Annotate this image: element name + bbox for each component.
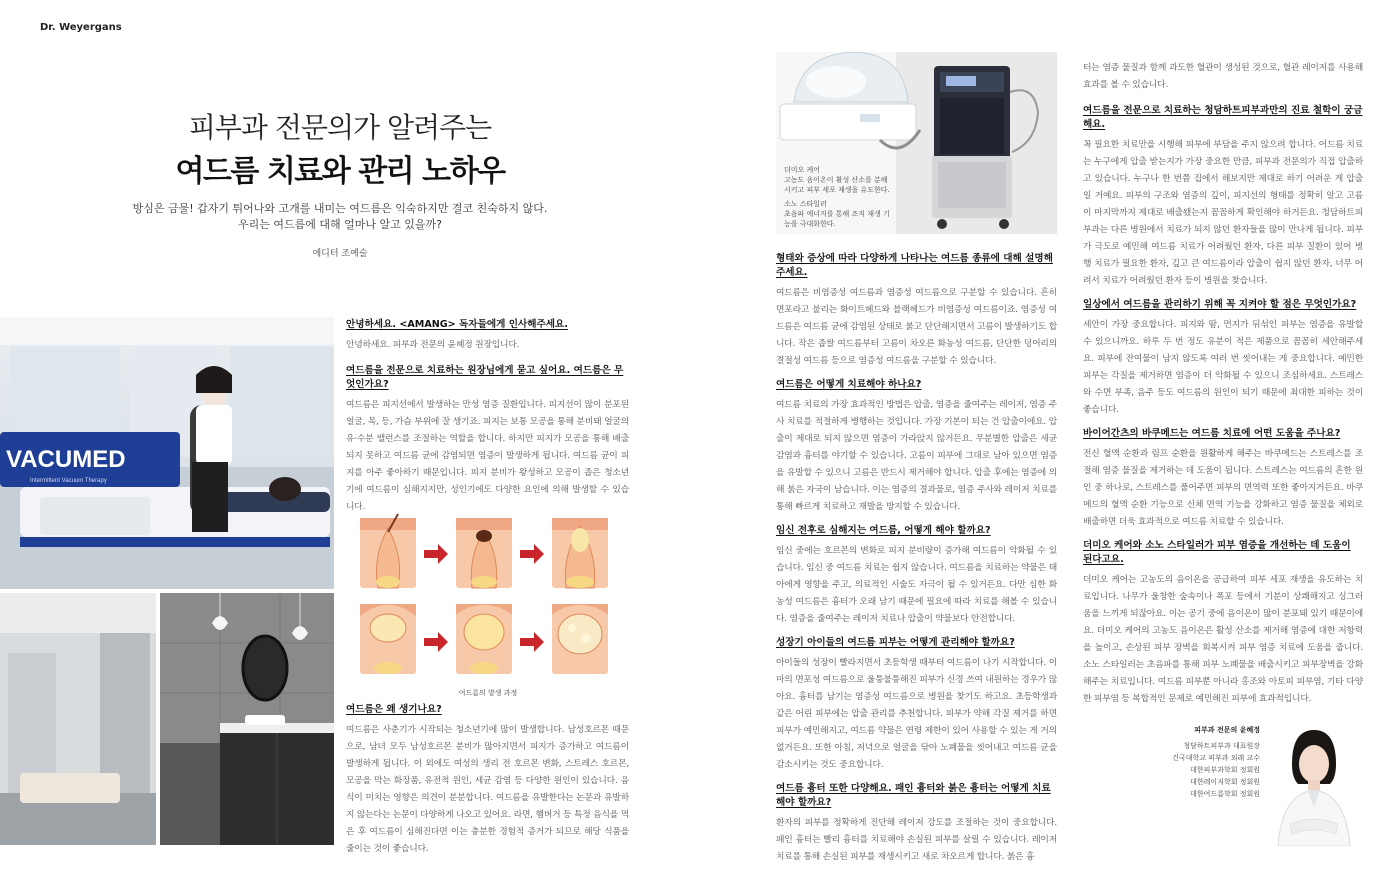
stage-6 (552, 604, 608, 674)
doctor-profile (1120, 724, 1260, 800)
qa-column-2 (776, 252, 1057, 866)
qa-pregnancy (776, 524, 1057, 628)
answer-treatment: 여드름 치료의 가장 효과적인 방법은 압출, 염증을 줄여주는 레이저, 염증 주사 치료를 적절하게 병행하는 것입니다. 가장 기본이 되는 건 압출이에요. 압출이 제대로 되지 않으면 염증이 가라앉지 않거든요. 무분별한 압출은 세균 감염과 흉터를 야기할 수 있습니다. 고름이 피부에 그대로 남아 있으면 염증을 유발할 수 있으니 고름은 반드시 제거해야 합니다. 압출 후에는 염증에 의해 붉은 자국이 남습니다. 이는 염증의 결과물로, 염증 주사와 레이저 치료를 통해 빠르게 치료하고 재발을 방지할 수 있습니다. (776, 400, 1057, 512)
doctor-credential-3: 대한피부과학회 정회원 (1190, 766, 1260, 774)
answer-dermio-sono: 더미오 케어는 고농도의 음이온을 공급하여 피부 세포 재생을 유도하는 치료입니다. 나무가 울창한 숲속이나 폭포 등에서 기분이 상쾌해지고 싱그러움을 느끼게 되잖아요. 이는 공기 중에 음이온이 많이 분포돼 있기 때문이에요. 더미오 케어의 고농도 음이온은 활성 산소를 제거해 염증에 대한 저항력을 높이고, 손상된 피부 장벽을 회복시켜 피부 염증 치료에 도움을 줍니다. 소노 스타일러는 초음파를 통해 피부 노폐물을 배출시키고 피부장벽을 강화해주는 치료입니다. 여드름 피부뿐 아니라 홍조와 아토피 피부염, 기타 다양한 피부염 등 복합적인 문제로 예민해진 피부에 효과적입니다. (1083, 575, 1363, 704)
qa-why-acne (346, 703, 629, 858)
doctor-credential-1: 청담하트피부과 대표원장 (1183, 742, 1260, 750)
qa-vacumed (1083, 427, 1363, 531)
question-why-acne: 여드름은 왜 생기나요? (346, 704, 442, 715)
question-dermio-sono: 더미오 케어와 소노 스타일러가 피부 염증을 개선하는 데 도움이 된다고요. (1083, 540, 1351, 565)
qa-column-1 (346, 318, 629, 516)
editor-credit: 에디터 조예슬 (312, 249, 368, 259)
answer-daily-care: 세안이 가장 중요합니다. 피지와 땀, 먼지가 뒤섞인 피부는 염증을 유발할 수 있으니까요. 하루 두 번 정도 유분이 적은 제품으로 꼼꼼히 세안해주세요. 피부에 잔여물이 남지 않도록 여러 번 씻어내는 게 중요합니다. 예민한 피부는 각질을 제거하면 염증이 더 악화될 수 있으니 조심하세요. 스트레스와 수면 부족, 음주 등도 여드름의 원인이 되기 때문에 최대한 피하는 것이 좋습니다. (1083, 320, 1363, 415)
doctor-credential-4: 대한레이저학회 정회원 (1190, 778, 1260, 786)
vanity-room-photo (160, 593, 334, 845)
qa-what-is-acne (346, 364, 629, 516)
answer-clinic-philosophy: 꼭 필요한 치료만을 시행해 피부에 부담을 주지 않으려 합니다. 어드름 치료는 누구에게 압출 받는지가 가장 중요한 만큼, 피부과 전문의가 직접 압출하고 있습니다. 누구나 한 번쯤 집에서 해보지만 제대로 하기 어려운 게 압출일 거예요. 피부의 구조와 염증의 깊이, 피지선의 형태를 정확히 알고 고름이 마지막까지 제대로 배출됐는지 꼼꼼하게 확인해야 하거든요. 청담하트피부과는 다른 병원에서 치료가 되지 않던 환자들을 많이 만나게 됩니다. 피부가 극도로 예민해 여드름 치료가 어려웠던 환자, 다른 피부 질환이 있어 병행 치료가 필요한 환자, 깊고 큰 여드름이라 압출이 쉽지 않던 환자, 너무 어려서 치료가 어려웠던 환자 등이 병원을 찾습니다. (1083, 140, 1363, 286)
lead-line1: 방심은 금물! 갑자기 튀어나와 고개를 내미는 여드름은 익숙하지만 결코 친숙하지 않다. (132, 202, 548, 215)
question-daily-care: 일상에서 여드름을 관리하기 위해 꼭 지켜야 할 점은 무엇인가요? (1083, 299, 1357, 310)
qa-greeting (346, 318, 629, 354)
stage-1 (360, 514, 416, 588)
answer-why-acne: 여드름은 사춘기가 시작되는 청소년기에 많이 발생합니다. 남성호르몬 때문으로, 남녀 모두 남성호르몬 분비가 많아지면서 피지가 증가하고 여드름이 발생하게 됩니다. 이 외에도 여성의 생리 전 호르몬 변화, 스트레스 호르몬, 모공을 막는 화장품, 유전적 원인, 세균 감염 등 다양한 원인이 있습니다. 음식이 미치는 영향은 의견이 분분합니다. 여드름을 유발한다는 논문과 유발하지 않는다는 논문이 다양하게 나오고 있어요. 라면, 햄버거 등 특정 음식을 먹은 후 여드름이 심해진다면 이는 충분한 경험적 증거가 되므로 해당 식품을 줄이는 것이 좋습니다. (346, 725, 629, 854)
qa-daily-care (1083, 298, 1363, 419)
doctor-credential-2: 건국대학교 피부과 외래 교수 (1172, 754, 1260, 762)
qa-column-3 (1083, 60, 1363, 708)
doctor-credential-5: 대한여드름학회 정회원 (1190, 790, 1260, 798)
stage-2 (456, 518, 512, 588)
vacumed-subtitle: Intermittent Vacuum Therapy (30, 478, 107, 484)
qa-children (776, 636, 1057, 774)
question-greeting: 안녕하세요. <AMANG> 독자들에게 인사해주세요. (346, 319, 568, 330)
device-caption (784, 165, 904, 229)
question-scars: 여드름 흉터 또한 다양해요. 패인 흉터와 붉은 흉터는 어떻게 치료해야 할까요? (776, 783, 1051, 808)
treatment-room-photo (0, 317, 334, 589)
question-vacumed: 바이어간츠의 바쿠메드는 여드름 치료에 어떤 도움을 주나요? (1083, 428, 1341, 439)
doctor-portrait (1268, 724, 1358, 846)
qa-treatment (776, 378, 1057, 516)
qa-dermio-sono (1083, 539, 1363, 708)
acne-stages-illustration (356, 510, 620, 680)
acne-formation-diagram (356, 510, 620, 695)
bathroom-photo (0, 593, 156, 845)
question-pregnancy: 임신 전후로 심해지는 여드름, 어떻게 해야 할까요? (776, 525, 991, 536)
question-what-is-acne: 여드름을 전문으로 치료하는 원장님에게 묻고 싶어요. 여드름은 무엇인가요? (346, 365, 624, 390)
vanity-illustration (160, 593, 334, 845)
arrow-2 (520, 544, 544, 564)
scars-answer-continued: 터는 염증 물질과 함께 과도한 혈관이 생성된 것으로, 혈관 레이저를 사용해 효과를 볼 수 있습니다. (1083, 63, 1363, 90)
headline-line1: 피부과 전문의가 알려주는 (188, 111, 492, 144)
qa-scars (776, 782, 1057, 866)
vacumed-logo: VACUMED (6, 446, 126, 473)
question-clinic-philosophy: 여드름을 전문으로 치료하는 청담하트피부과만의 진료 철학이 궁금해요. (1083, 105, 1363, 130)
answer-vacumed: 전신 혈액 순환과 림프 순환을 원활하게 해주는 바쿠메드는 스트레스를 조절해 염증 물질을 제거하는 데 도움이 됩니다. 스트레스는 여드름의 흔한 원인 중 하나로, 스트레스를 풀어주면 피부의 면역력 또한 좋아지거든요. 바쿠메드의 혈액 순환 기능으로 신체 면역 기능을 강화하고 염증 물질을 체외로 배출하면 더욱 효과적으로 여드름 치료할 수 있습니다. (1083, 449, 1363, 527)
question-children: 성장기 아이들의 여드름 피부는 어떻게 관리해야 할까요? (776, 637, 1015, 648)
stage-5 (456, 604, 512, 674)
lead-line2: 우리는 여드름에 대해 얼마나 알고 있을까? (238, 218, 442, 231)
sono-caption-title: 소노 스타일러 (784, 200, 827, 208)
answer-scars: 환자의 피부를 정확하게 진단해 레이저 강도를 조절하는 것이 중요합니다. 패인 흉터는 빨리 흉터를 치료해야 손실된 피부를 살릴 수 있습니다. 레이저 치료를 통해 손실된 피부를 재생시키고 새로 차오르게 합니다. 붉은 흉 (776, 818, 1057, 862)
stage-4 (360, 604, 416, 674)
dermio-caption-title: 더미오 케어 (784, 166, 821, 174)
doctor-portrait-illustration (1268, 724, 1358, 846)
qa-acne-types (776, 252, 1057, 370)
sono-caption-desc2: 능을 극대화한다. (784, 220, 836, 228)
answer-pregnancy: 임신 중에는 호르몬의 변화로 피지 분비량이 증가해 여드름이 악화될 수 있습니다. 임신 중 여드름 치료는 쉽지 않습니다. 여드름을 치료하는 약물은 태아에게 영향을 주고, 의료적인 시술도 자극이 될 수 있거든요. 다만 심한 화농성 여드름은 흉터가 오래 남기 때문에 필요에 따라 치료를 해볼 수 있습니다. 염증을 줄여주는 레이저 치료나 압출이 약물보다 안전합니다. (776, 546, 1057, 624)
answer-greeting: 안녕하세요. 피부과 전문의 윤혜정 원장입니다. (346, 340, 520, 350)
sono-caption-desc1: 초음파 에너지를 통해 조직 재생 기 (784, 210, 890, 218)
arrow-1 (424, 544, 448, 564)
question-treatment: 여드름은 어떻게 치료해야 하나요? (776, 379, 922, 390)
dermio-caption-desc1: 고농도 음이온이 활성 산소를 분해 (784, 176, 888, 184)
brand-logo-text: Dr. Weyergans (40, 22, 122, 33)
answer-children: 아이들의 성장이 빨라지면서 초등학생 때부터 여드름이 나기 시작합니다. 이마의 면포성 여드름으로 울퉁불퉁해진 피부가 신경 쓰여 내원하는 경우가 많아요. 흉터를 남기는 염증성 여드름으로 병원을 찾기도 하고요. 초등학생과 같은 어린 피부에는 압출 관리를 추천합니다. 피부가 약해 각질 제거를 하면 피부가 예민해지고, 여드름 약물은 연령 제한이 있어 사용할 수 있는 게 거의 없거든요. 또한 아침, 저녁으로 얼굴을 닦아 노폐물을 씻어내고 여드름 균을 감소시키는 것도 중요합니다. (776, 658, 1057, 770)
lead-text (0, 201, 680, 233)
bathroom-illustration (0, 593, 156, 845)
treatment-room-illustration (0, 317, 334, 589)
device-photo (776, 52, 1057, 234)
arrow-4 (520, 632, 544, 652)
dermio-caption-desc2: 시키고 피부 세포 재생을 유도한다. (784, 186, 890, 194)
headline-line2: 여드름 치료와 관리 노하우 (175, 154, 505, 189)
doctor-name-title: 피부과 전문의 윤혜정 (1194, 726, 1260, 734)
answer-what-is-acne: 여드름은 피지선에서 발생하는 만성 염증 질환입니다. 피지선이 많이 분포된 얼굴, 목, 등, 가슴 부위에 잘 생기죠. 피지는 보통 모공을 통해 분비돼 얼굴의 유·수분 밸런스를 조절하는 역할을 합니다. 하지만 피지가 모공을 통해 배출되지 못하고 여드름 균에 감염되면 염증이 발생하게 됩니다. 여드름 균이 피지를 아주 좋아하기 때문입니다. 피지 분비가 왕성하고 모공이 좁은 청소년기에 여드름이 심해지지만, 성인기에도 다양한 요인에 의해 발생할 수 있습니다. (346, 400, 629, 512)
stage-3 (552, 518, 608, 588)
answer-acne-types: 여드름은 비염증성 여드름과 염증성 여드름으로 구분할 수 있습니다. 흔히 면포라고 불리는 화이트헤드와 블랙헤드가 비염증성 여드름이죠. 염증성 여드름은 여드름 균에 감염된 상태로 붉고 단단해지면서 고름이 발생하기도 합니다. 작은 좁쌀 여드름부터 고름이 차오른 화농성 여드름, 단단한 덩어리의 결절성 여드름 등으로 염증성 여드름을 구분할 수 있습니다. (776, 288, 1057, 366)
qa-clinic-philosophy (1083, 104, 1363, 290)
diagram-caption: 여드름의 발생 과정 (458, 689, 518, 697)
arrow-3 (424, 632, 448, 652)
question-acne-types: 형태와 증상에 따라 다양하게 나타나는 여드름 종류에 대해 설명해주세요. (776, 253, 1053, 278)
